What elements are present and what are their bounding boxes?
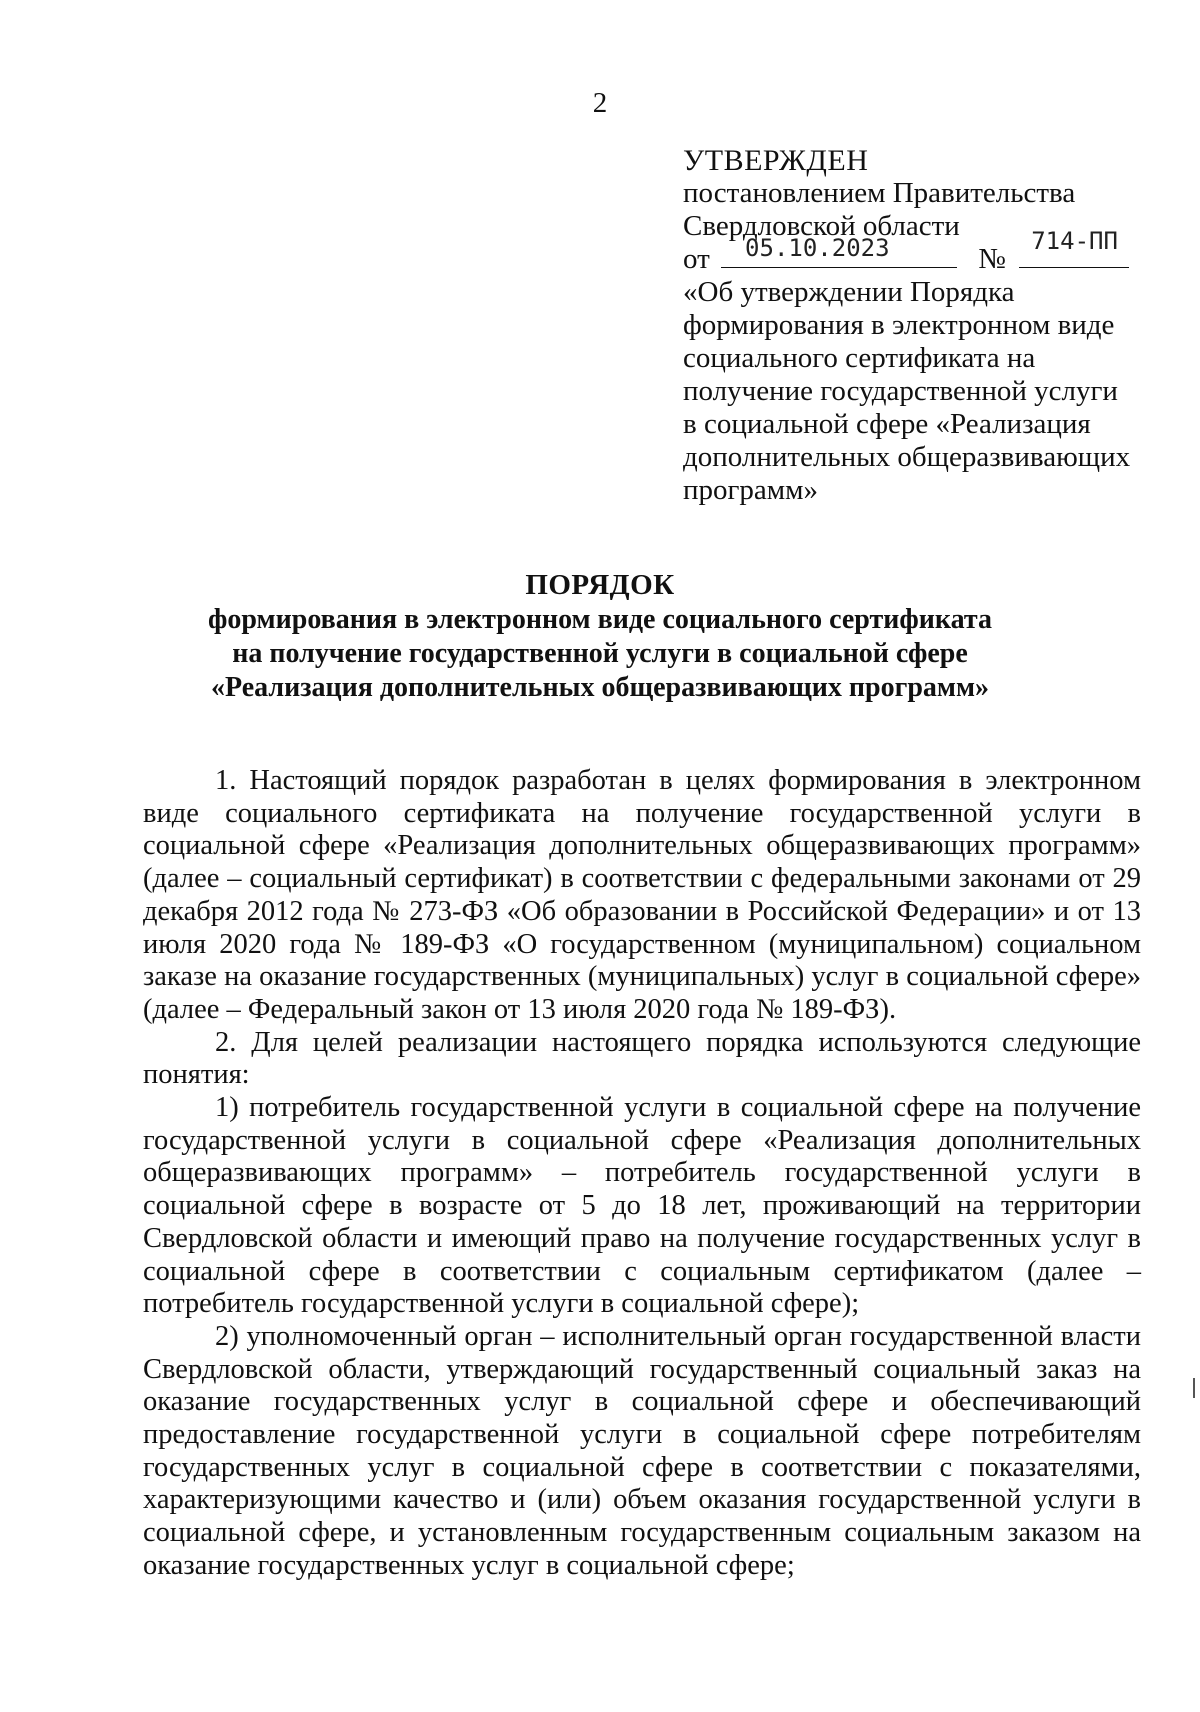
approval-line-1: постановлением Правительства: [683, 177, 1076, 209]
approval-subject-line: социального сертификата на: [683, 342, 1036, 374]
number-prefix: №: [978, 243, 1006, 275]
document-body: [143, 765, 1141, 1583]
paragraph-2-item-2: 2) уполномоченный орган – исполнительный орган государственной власти Свердловской области, утверждающий государственный социальный заказ на оказание государственных услуг в социальной сфере и обеспечивающий предоставление государственной услуги в социальной сфере потребителям государственных услуг в социальной сфере в соответствии с показателями, характеризующими качество и (или) объем оказания государственной услуги в социальной сфере, и установленным государственным социальным заказом на оказание государственных услуг в социальной сфере;: [143, 1320, 1141, 1581]
scan-edge-mark: [1193, 1378, 1195, 1398]
heading-line: «Реализация дополнительных общеразвивающих программ»: [210, 672, 990, 703]
heading-title: ПОРЯДОК: [525, 569, 675, 601]
approval-subject-line: в социальной сфере «Реализация: [683, 408, 1091, 440]
approval-subject-line: формирования в электронном виде: [683, 309, 1115, 341]
approval-date-line: [683, 227, 1153, 276]
date-value: 05.10.2023: [745, 234, 890, 262]
number-fill-line: [1019, 227, 1129, 268]
paragraph-1: 1. Настоящий порядок разработан в целях формирования в электронном виде социального сертификата на получение государственной услуги в социальной сфере «Реализация дополнительных общеразвивающих программ» (далее – социальный сертификат) в соответствии с федеральными законами от 29 декабря 2012 года № 273-ФЗ «Об образовании в Российской Федерации» и от 13 июля 2020 года № 189-ФЗ «О государственном (муниципальном) социальном заказе на оказание государственных (муниципальных) услуг в социальной сфере» (далее – Федеральный закон от 13 июля 2020 года № 189-ФЗ).: [143, 765, 1141, 1025]
document-heading: [150, 568, 1050, 705]
approval-subject-line: «Об утверждении Порядка: [683, 276, 1015, 308]
approval-subject-line: программ»: [683, 474, 818, 506]
heading-line: на получение государственной услуги в социальной сфере: [232, 638, 968, 669]
paragraph-2: 2. Для целей реализации настоящего порядка используются следующие понятия:: [143, 1026, 1141, 1091]
number-value: 714-ПП: [1031, 227, 1118, 255]
approval-block: [683, 144, 1153, 507]
approval-title: УТВЕРЖДЕН: [683, 144, 869, 177]
approval-subject-line: дополнительных общеразвивающих: [683, 441, 1131, 473]
approval-subject-line: получение государственной услуги: [683, 375, 1118, 407]
paragraph-2-item-1: 1) потребитель государственной услуги в социальной сфере на получение государственной услуги в социальной сфере «Реализация дополнительных общеразвивающих программ» – потребитель государственной услуги в социальной сфере в возрасте от 5 до 18 лет, проживающий на территории Свердловской области и имеющий право на получение государственных услуг в социальной сфере в соответствии с социальным сертификатом (далее – потребитель государственной услуги в социальной сфере);: [143, 1092, 1141, 1320]
approval-line-2: Свердловской области: [683, 210, 960, 242]
page-number: 2: [592, 87, 608, 119]
date-fill-line: [721, 234, 957, 268]
heading-line: формирования в электронном виде социального сертификата: [208, 604, 992, 635]
date-prefix: от: [683, 243, 710, 275]
